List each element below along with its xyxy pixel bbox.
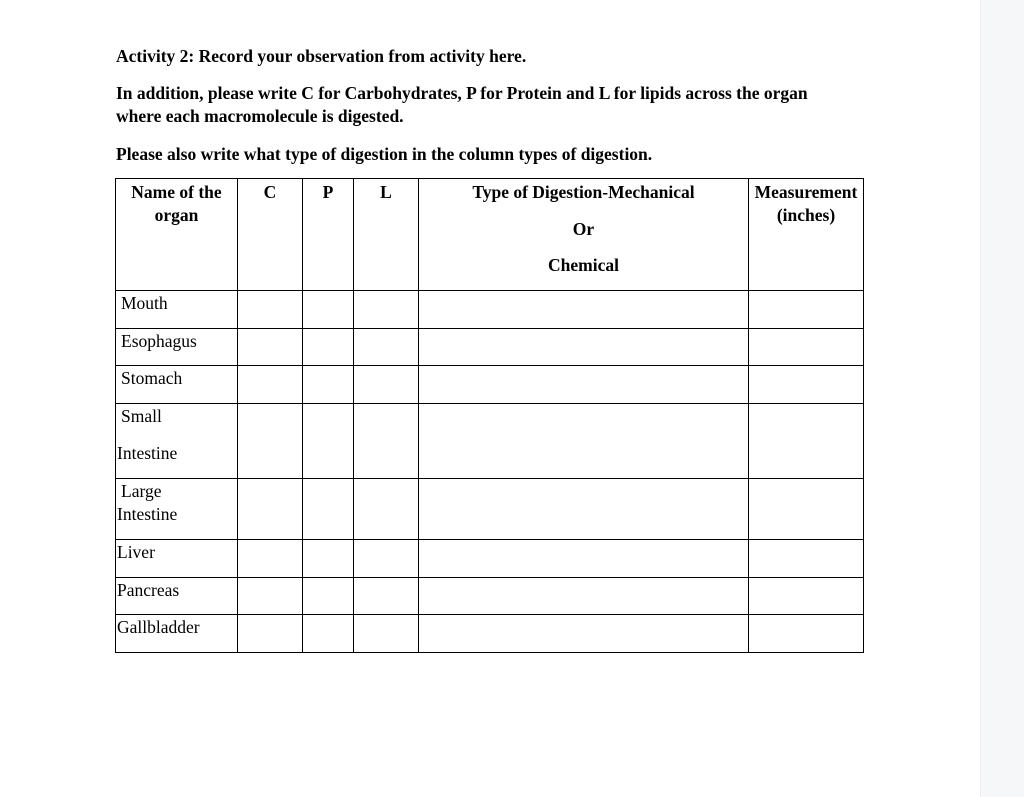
l-cell[interactable] (354, 404, 419, 479)
table-header-row (116, 179, 864, 291)
header-p: P (303, 179, 354, 291)
header-organ: Name of the organ (116, 179, 238, 291)
measurement-cell[interactable] (749, 540, 864, 578)
table-row (116, 615, 864, 653)
measurement-cell[interactable] (749, 615, 864, 653)
activity-heading: Activity 2: Record your observation from activity here. (116, 46, 527, 66)
observation-table (115, 178, 864, 653)
p-cell[interactable] (303, 479, 354, 540)
c-cell[interactable] (238, 291, 303, 329)
header-digestion-type: Type of Digestion-Mechanical Or Chemical (419, 179, 749, 291)
measurement-cell[interactable] (749, 366, 864, 404)
measurement-cell[interactable] (749, 404, 864, 479)
header-c: C (238, 179, 303, 291)
c-cell[interactable] (238, 615, 303, 653)
digestion-type-cell[interactable] (419, 291, 749, 329)
table-row (116, 366, 864, 404)
header-measurement: Measurement (inches) (749, 179, 864, 291)
organ-cell: Stomach (116, 366, 238, 404)
measurement-cell[interactable] (749, 329, 864, 366)
digestion-type-cell[interactable] (419, 329, 749, 366)
organ-cell: Large Intestine (116, 479, 238, 540)
l-cell[interactable] (354, 479, 419, 540)
organ-cell: Mouth (116, 291, 238, 329)
c-cell[interactable] (238, 479, 303, 540)
organ-cell: Pancreas (116, 578, 238, 615)
l-cell[interactable] (354, 615, 419, 653)
digestion-type-cell[interactable] (419, 615, 749, 653)
side-panel-strip (980, 0, 1024, 797)
digestion-type-cell[interactable] (419, 404, 749, 479)
l-cell[interactable] (354, 329, 419, 366)
instruction-digestion-type: Please also write what type of digestion in the column types of digestion. (116, 144, 653, 164)
digestion-type-cell[interactable] (419, 540, 749, 578)
c-cell[interactable] (238, 366, 303, 404)
p-cell[interactable] (303, 329, 354, 366)
organ-cell: Small Intestine (116, 404, 238, 479)
digestion-type-cell[interactable] (419, 578, 749, 615)
l-cell[interactable] (354, 291, 419, 329)
digestion-type-cell[interactable] (419, 479, 749, 540)
measurement-cell[interactable] (749, 479, 864, 540)
header-l: L (354, 179, 419, 291)
p-cell[interactable] (303, 404, 354, 479)
table-row (116, 404, 864, 479)
measurement-cell[interactable] (749, 291, 864, 329)
c-cell[interactable] (238, 329, 303, 366)
c-cell[interactable] (238, 578, 303, 615)
digestion-type-cell[interactable] (419, 366, 749, 404)
table-row (116, 578, 864, 615)
p-cell[interactable] (303, 291, 354, 329)
table-row (116, 479, 864, 540)
c-cell[interactable] (238, 404, 303, 479)
p-cell[interactable] (303, 366, 354, 404)
table-row (116, 291, 864, 329)
measurement-cell[interactable] (749, 578, 864, 615)
p-cell[interactable] (303, 540, 354, 578)
l-cell[interactable] (354, 540, 419, 578)
organ-cell: Gallbladder (116, 615, 238, 653)
p-cell[interactable] (303, 615, 354, 653)
organ-cell: Liver (116, 540, 238, 578)
organ-cell: Esophagus (116, 329, 238, 366)
instruction-macromolecules: In addition, please write C for Carbohydrates, P for Protein and L for lipids across the organ where each macromolecule is digested. (116, 83, 808, 126)
table-row (116, 540, 864, 578)
l-cell[interactable] (354, 578, 419, 615)
l-cell[interactable] (354, 366, 419, 404)
p-cell[interactable] (303, 578, 354, 615)
c-cell[interactable] (238, 540, 303, 578)
table-row (116, 329, 864, 366)
